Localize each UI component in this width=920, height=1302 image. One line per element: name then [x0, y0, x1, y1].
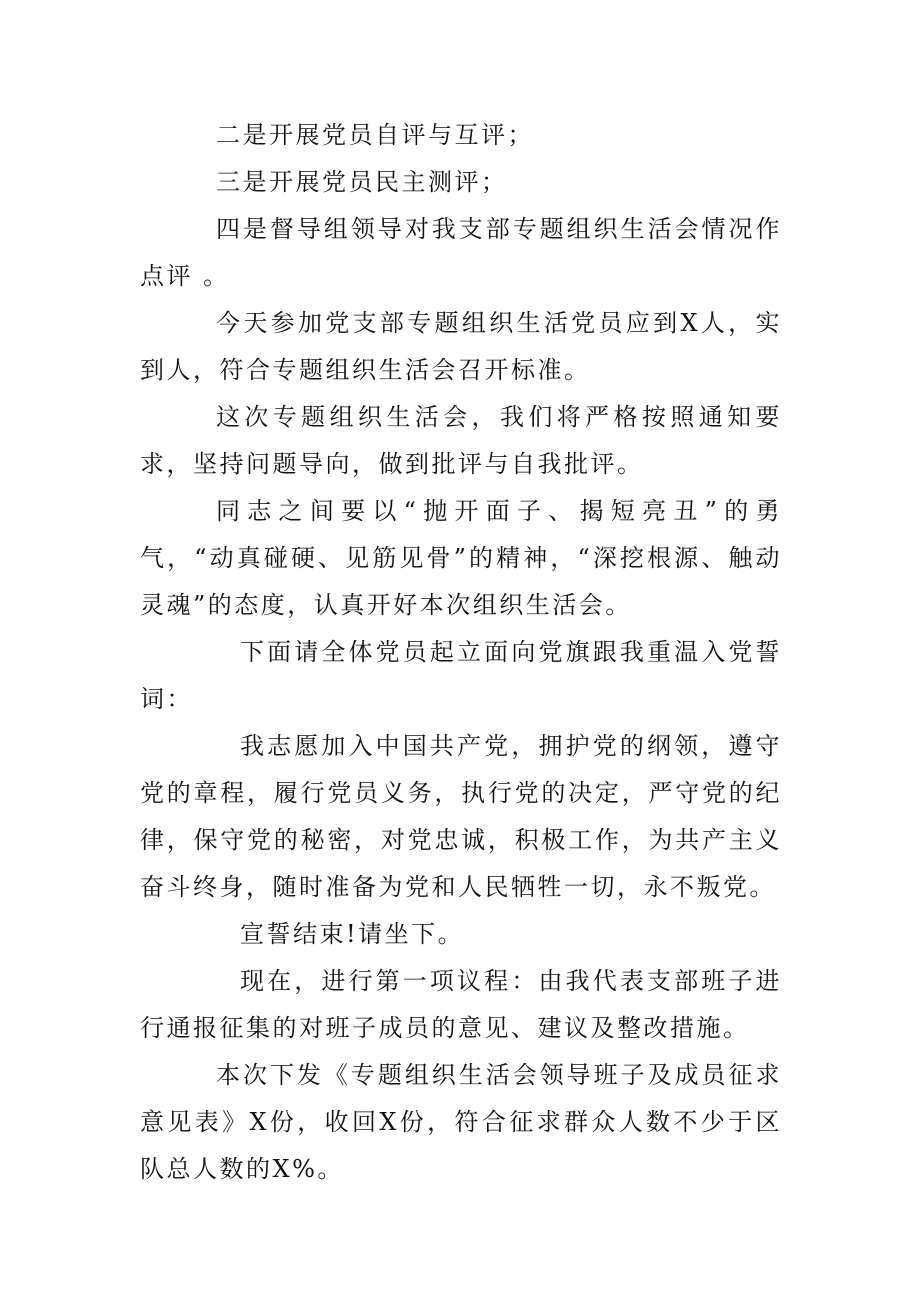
paragraph-oath-end: 宣誓结束!请坐下。 [240, 920, 465, 948]
paragraph-oath-intro: 下面请全体党员起立面向党旗跟我重温入党誓词： [140, 638, 782, 713]
paragraph-party-oath: 我志愿加入中国共产党，拥护党的纲领，遵守党的章程，履行党员义务，执行党的决定，严守党的纪律，保守党的秘密，对党忠诚，积极工作，为共产主义奋斗终身，随时准备为党和人民牺牲一切，永不叛党。 [140, 732, 782, 901]
paragraph-democratic-evaluation: 三是开展党员民主测评； [216, 168, 508, 196]
paragraph-meeting-requirements: 这次专题组织生活会，我们将严格按照通知要求，坚持问题导向，做到批评与自我批评。 [140, 403, 782, 478]
paragraph-self-mutual-evaluation: 二是开展党员自评与互评； [216, 121, 534, 149]
document-body [140, 112, 782, 1193]
paragraph-feedback-forms: 本次下发《专题组织生活会领导班子及成员征求意见表》X份，收回X份，符合征求群众人数不少于区队总人数的X%。 [140, 1061, 782, 1183]
paragraph-supervisor-comment: 四是督导组领导对我支部专题组织生活会情况作点评 。 [140, 215, 782, 290]
paragraph-attendance: 今天参加党支部专题组织生活党员应到X人，实到人，符合专题组织生活会召开标准。 [140, 309, 782, 384]
paragraph-criticism-spirit: 同志之间要以“抛开面子、揭短亮丑”的勇气，“动真碰硬、见筋见骨”的精神，“深挖根源、触动灵魂”的态度，认真开好本次组织生活会。 [140, 497, 782, 619]
paragraph-first-agenda: 现在，进行第一项议程：由我代表支部班子进行通报征集的对班子成员的意见、建议及整改措施。 [140, 967, 782, 1042]
